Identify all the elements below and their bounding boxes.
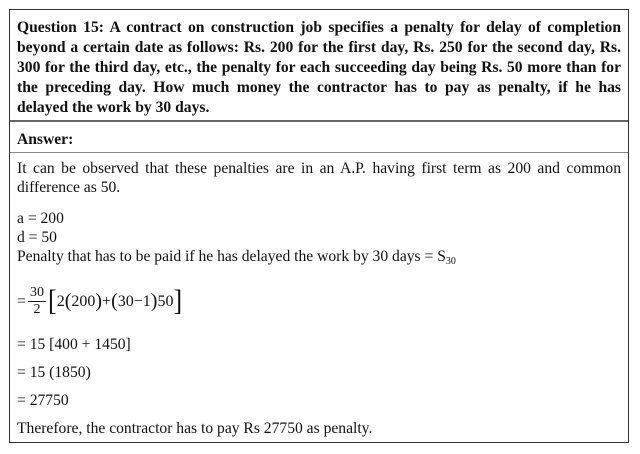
step-3: = 27750 (17, 392, 69, 409)
answer-intro: It can be observed that these penalties are in an A.P. having first term as 200 and common difference as 50. (17, 160, 621, 196)
question-text: Question 15: A contract on construction job specifies a penalty for delay of completion beyond a certain date as follows: Rs. 200 for the first day, Rs. 250 for the second day, Rs. 300 for the third day, etc., the penalty for each succeeding day being Rs. 50 more than for the preceding day. How much money the contractor has to pay as penalty, if he has delayed the work by 30 days. (17, 19, 621, 116)
formula-open-bracket: [ (48, 283, 57, 318)
answer-heading-block (10, 122, 628, 153)
formula-plus: + (102, 292, 112, 310)
formula-paren-open-2: ( (111, 290, 118, 312)
formula-paren-open-1: ( (64, 290, 72, 312)
formula-n-minus-one: 30−1 (117, 292, 151, 310)
formula-equals: = (17, 292, 27, 310)
penalty-line (17, 247, 621, 271)
formula-fraction (28, 285, 46, 318)
formula-paren-close-2: ) (150, 290, 158, 312)
step-2: = 15 (1850) (17, 364, 91, 381)
step-1: = 15 [400 + 1450] (17, 336, 131, 353)
formula-close-bracket: ] (173, 283, 183, 318)
formula-coefficient: 2 (56, 292, 65, 310)
fraction-denominator: 2 (33, 301, 41, 317)
sum-formula (17, 277, 621, 325)
penalty-subscript: 30 (445, 256, 456, 267)
question-block (10, 10, 628, 122)
fraction-numerator: 30 (30, 284, 45, 300)
conclusion: Therefore, the contractor has to pay Rs 27750 as penalty. (17, 420, 373, 437)
answer-body (10, 153, 628, 438)
formula-difference: 50 (157, 292, 174, 310)
first-term-line: a = 200 (17, 210, 64, 227)
formula-first-term: 200 (71, 292, 96, 310)
penalty-line-text: Penalty that has to be paid if he has delayed the work by 30 days = S (17, 248, 446, 265)
answer-heading: Answer: (17, 131, 74, 148)
question-answer-card (9, 9, 629, 443)
formula-paren-close-1: ) (95, 290, 103, 312)
common-difference-line: d = 50 (17, 229, 57, 246)
